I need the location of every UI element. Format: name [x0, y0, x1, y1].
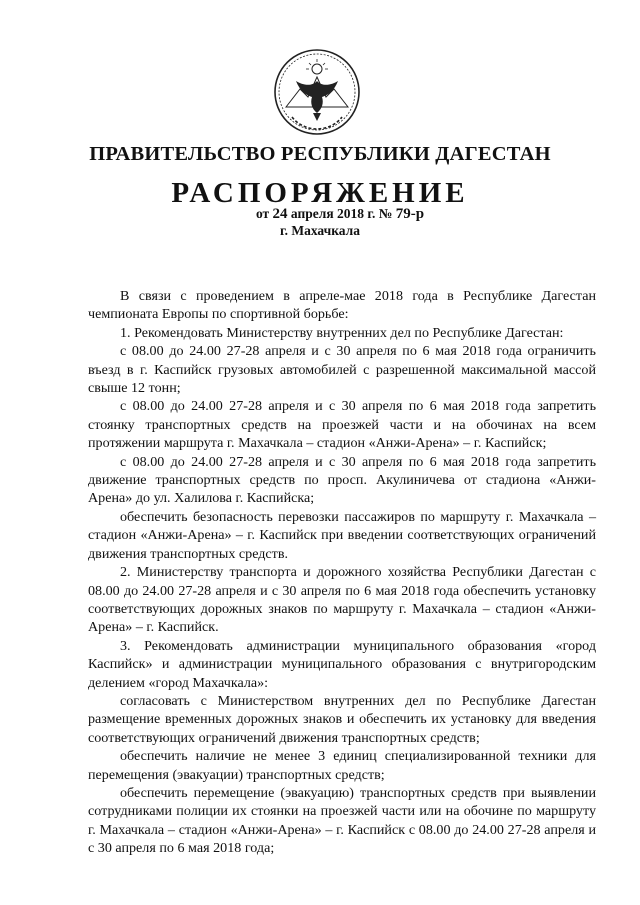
- document-date-line: [0, 206, 640, 223]
- document-body: [88, 287, 596, 858]
- paragraph: обеспечить перемещение (эвакуацию) транспортных средств при выявлении сотрудниками полиции их стоянки на проезжей части или на обочине по маршруту г. Махачкала – стадион «Анжи-Арена» – г. Каспийск с 08.00 до 24.00 27-28 апреля и с 30 апреля по 6 мая 2018 года;: [88, 784, 596, 857]
- paragraph: обеспечить наличие не менее 3 единиц специализированной техники для перемещения (эвакуации) транспортных средств;: [88, 748, 596, 783]
- date-year: 2018 г. №: [337, 206, 393, 221]
- paragraph: обеспечить безопасность перевозки пассажиров по маршруту г. Махачкала – стадион «Анжи-Арена» – г. Каспийск при введении соответствующих ограничений движения транспортных средств.: [88, 508, 596, 562]
- document-type-title: РАСПОРЯЖЕНИЕ: [171, 177, 469, 209]
- paragraph: согласовать с Министерством внутренних дел по Республике Дагестан размещение временных дорожных знаков и обеспечить их установку для введения соответствующих ограничений движения транспортных средств;: [88, 692, 596, 746]
- date-prefix: от: [255, 206, 270, 221]
- government-title: ПРАВИТЕЛЬСТВО РЕСПУБЛИКИ ДАГЕСТАН: [89, 143, 551, 165]
- paragraph-item-1: 1. Рекомендовать Министерству внутренних дел по Республике Дагестан:: [120, 324, 564, 341]
- document-number: 79-р: [395, 206, 425, 222]
- document-city: г. Махачкала: [279, 223, 360, 238]
- date-day: 24: [272, 206, 288, 222]
- paragraph-item-3: 3. Рекомендовать администрации муниципального образования «город Каспийск» и администрации муниципального образования с внутригородским делением «город Махачкала»:: [88, 637, 596, 691]
- date-month: апреля: [290, 206, 334, 221]
- paragraph-item-2: 2. Министерству транспорта и дорожного хозяйства Республики Дагестан с 08.00 до 24.00 27-28 апреля и с 30 апреля по 6 мая 2018 года обеспечить установку соответствующих дорожных знаков по маршруту г. Махачкала – стадион «Анжи-Арена» – г. Каспийск.: [88, 564, 596, 636]
- paragraph: с 08.00 до 24.00 27-28 апреля и с 30 апреля по 6 мая 2018 года запретить стоянку транспортных средств на проезжей части и на обочинах на всем протяжении маршрута г. Махачкала – стадион «Анжи-Арена» – г. Каспийск;: [88, 398, 596, 452]
- paragraph: с 08.00 до 24.00 27-28 апреля и с 30 апреля по 6 мая 2018 года ограничить въезд в г. Каспийск грузовых автомобилей с разрешенной максимальной массой свыше 12 тонн;: [88, 343, 596, 397]
- paragraph: с 08.00 до 24.00 27-28 апреля и с 30 апреля по 6 мая 2018 года запретить движение транспортных средств по просп. Акулиничева от стадиона «Анжи-Арена» до ул. Халилова г. Каспийска;: [88, 453, 596, 507]
- coat-of-arms-icon: [272, 47, 362, 137]
- paragraph-intro: В связи с проведением в апреле-мае 2018 года в Республике Дагестан чемпионата Европы по спортивной борьбе:: [88, 288, 596, 323]
